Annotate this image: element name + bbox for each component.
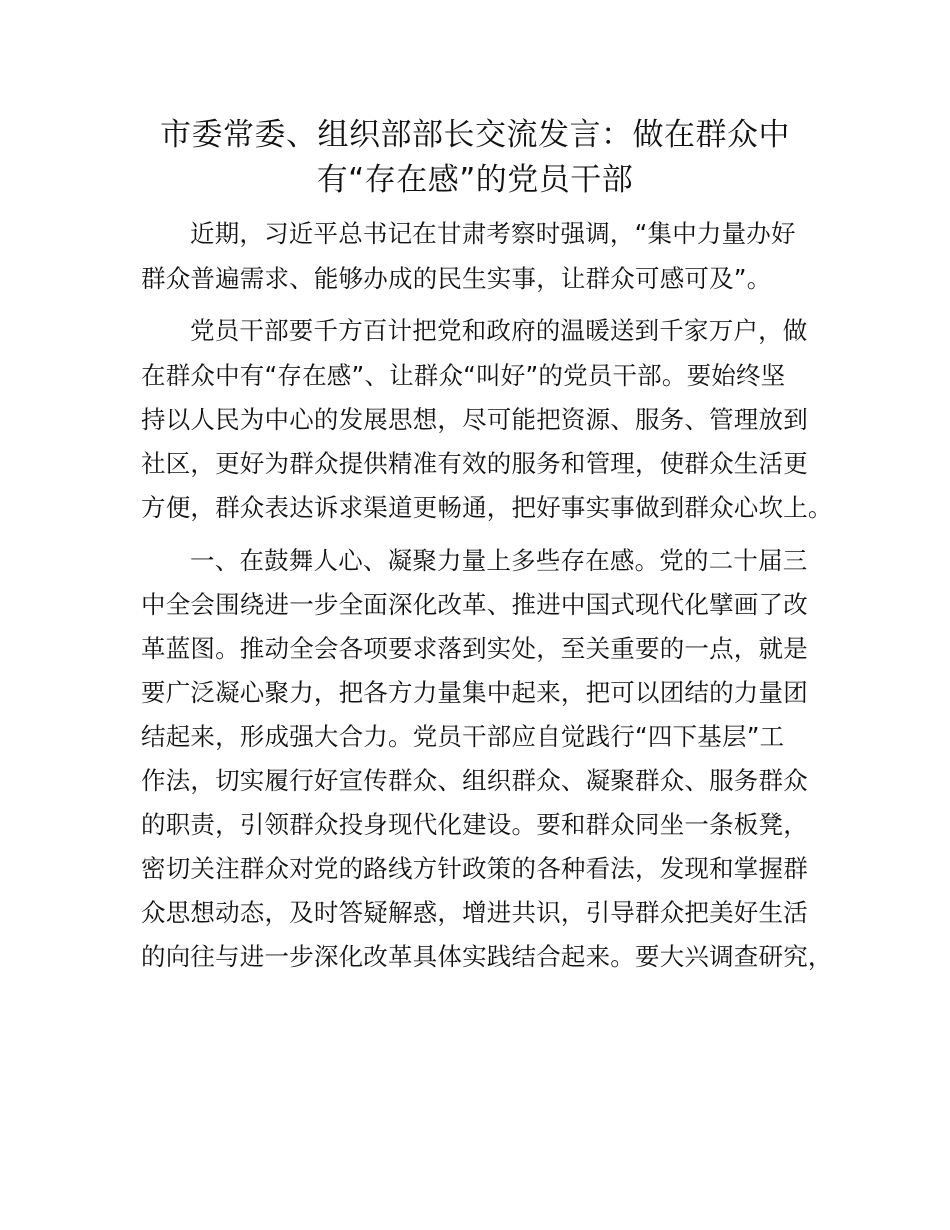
page-title-line-1: 市委常委、组织部部长交流发言：做在群众中 [160, 117, 790, 153]
paragraph-2-line-5: 方便，群众表达诉求渠道更畅通，把好事实事做到群众心坎上。 [141, 493, 833, 522]
paragraph-2-line-1: 党员干部要千方百计把党和政府的温暖送到千家万户，做 [190, 316, 808, 345]
paragraph-3-line-2: 中全会围绕进一步全面深化改革、推进中国式现代化擘画了改 [141, 590, 808, 619]
paragraph-3-line-7: 的职责，引领群众投身现代化建设。要和群众同坐一条板凳， [141, 810, 808, 839]
paragraph-3-line-3: 革蓝图。推动全会各项要求落到实处，至关重要的一点，就是 [141, 634, 808, 663]
paragraph-1-line-1: 近期，习近平总书记在甘肃考察时强调，“集中力量办好 [190, 219, 796, 248]
paragraph-3-line-1: 一、在鼓舞人心、凝聚力量上多些存在感。党的二十届三 [190, 546, 808, 575]
paragraph-3-line-10: 的向往与进一步深化改革具体实践结合起来。要大兴调查研究， [141, 942, 833, 971]
paragraph-2-line-4: 社区，更好为群众提供精准有效的服务和管理，使群众生活更 [141, 449, 808, 478]
paragraph-3-line-8: 密切关注群众对党的路线方针政策的各种看法，发现和掌握群 [141, 854, 808, 883]
paragraph-1-line-2: 群众普遍需求、能够办成的民生实事，让群众可感可及”。 [141, 264, 772, 293]
paragraph-3-line-9: 众思想动态，及时答疑解惑，增进共识，引导群众把美好生活 [141, 898, 808, 927]
paragraph-2-line-3: 持以人民为中心的发展思想，尽可能把资源、服务、管理放到 [141, 405, 808, 434]
paragraph-2-line-2: 在群众中有“存在感”、让群众“叫好”的党员干部。要始终坚 [141, 361, 786, 390]
paragraph-3-line-4: 要广泛凝心聚力，把各方力量集中起来，把可以团结的力量团 [141, 678, 808, 707]
paragraph-3-line-6: 作法，切实履行好宣传群众、组织群众、凝聚群众、服务群众 [141, 766, 808, 795]
page-title-line-2: 有“存在感”的党员干部 [316, 162, 634, 198]
paragraph-3-line-5: 结起来，形成强大合力。党员干部应自觉践行“四下基层”工 [141, 722, 785, 751]
